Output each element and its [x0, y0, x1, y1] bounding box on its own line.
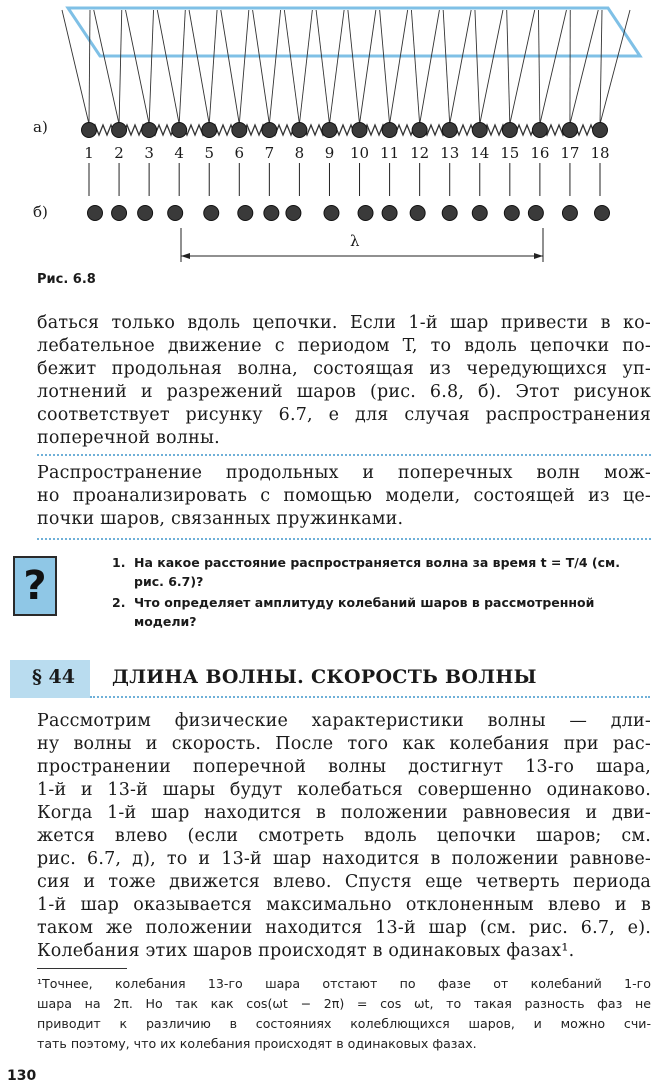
- thread: [348, 10, 360, 124]
- section-underline: [90, 696, 650, 698]
- ball: [322, 123, 337, 138]
- divider: [37, 538, 651, 540]
- ball-number: 4: [174, 144, 184, 162]
- summary-line: Распространение продольных и поперечных волн мож-: [37, 463, 651, 483]
- ball: [238, 206, 253, 221]
- ball-number: 16: [530, 144, 550, 162]
- paragraph-line: лебательное движение с периодом T, то вдоль цепочки по-: [37, 336, 651, 356]
- section-header: [10, 660, 650, 700]
- summary-line: но проанализировать с помощью модели, состоящей из це-: [37, 486, 651, 506]
- ball-number: 12: [410, 144, 430, 162]
- thread: [538, 10, 539, 124]
- figure-drawing: [0, 0, 655, 270]
- paragraph-line: бежит продольная волна, состоящая из чередующихся уп-: [37, 359, 651, 379]
- paragraph-line: жется влево (если смотреть вдоль цепочки шаров; см.: [37, 826, 651, 846]
- summary-paragraph: [37, 462, 651, 531]
- thread: [600, 10, 630, 124]
- thread: [411, 10, 419, 124]
- thread: [420, 10, 440, 124]
- spring: [89, 125, 599, 135]
- ball: [532, 123, 547, 138]
- spring-chain: [89, 125, 599, 135]
- ball: [562, 206, 577, 221]
- ball: [202, 123, 217, 138]
- footnote-line: ¹Точнее, колебания 13-го шара отстают по фазе от колебаний 1-го: [37, 976, 651, 991]
- footnote-rule: [37, 968, 127, 969]
- ball-number: 10: [349, 144, 370, 162]
- paragraph-line: сия и тоже движется влево. Спустя еще четверть периода: [37, 872, 651, 892]
- question-number: 2.: [112, 595, 126, 610]
- ball: [88, 206, 103, 221]
- ball-number: 18: [590, 144, 610, 162]
- ball: [112, 206, 127, 221]
- ball-number: 17: [560, 144, 580, 162]
- footnote-line: тать поэтому, что их колебания происходят в одинаковых фазах.: [37, 1036, 477, 1051]
- thread: [299, 10, 312, 124]
- ball-number: 3: [144, 144, 154, 162]
- thread: [480, 10, 503, 124]
- ball: [562, 123, 577, 138]
- paragraph-line: баться только вдоль цепочки. Если 1-й шар привести в ко-: [37, 313, 651, 333]
- ball-number: 7: [264, 144, 275, 162]
- ball: [168, 206, 183, 221]
- ball: [286, 206, 301, 221]
- ball: [382, 206, 397, 221]
- paragraph-line: пространении поперечной волны достигнут 13-го шара,: [37, 757, 651, 777]
- thread: [380, 10, 390, 124]
- ball: [352, 123, 367, 138]
- paragraph-line: лотнений и разрежений шаров (рис. 6.8, б). Этот рисунок: [37, 382, 651, 402]
- thread: [329, 10, 344, 124]
- ball: [595, 206, 610, 221]
- footnote: [37, 974, 651, 1054]
- label-b: б): [33, 203, 48, 221]
- ball: [472, 123, 487, 138]
- balls-row-b: [88, 206, 610, 221]
- ball: [138, 206, 153, 221]
- ball: [262, 123, 277, 138]
- ball: [593, 123, 608, 138]
- ball: [502, 123, 517, 138]
- paragraph-line: ну волны и скорость. После того как колебания при рас-: [37, 734, 651, 754]
- question-text: На какое расстояние распространяется волна за время t = T/4 (см. рис. 6.7)?: [134, 555, 620, 589]
- suspension-threads: [62, 10, 630, 124]
- thread: [253, 10, 270, 124]
- paragraph-line: поперечной волны.: [37, 428, 220, 448]
- figure-caption: Рис. 6.8: [37, 272, 96, 287]
- question-item: [112, 593, 652, 631]
- footnote-line: приводит к различию в состояниях колеблющихся шаров, и можно счи-: [37, 1016, 651, 1031]
- section-title: ДЛИНА ВОЛНЫ. СКОРОСТЬ ВОЛНЫ: [112, 666, 537, 688]
- thread: [126, 10, 150, 124]
- thread: [390, 10, 408, 124]
- thread: [284, 10, 299, 124]
- paragraph-line: Рассмотрим физические характеристики волны — дли-: [37, 711, 651, 731]
- ball: [204, 206, 219, 221]
- ball-number: 6: [234, 144, 245, 162]
- thread: [450, 10, 471, 124]
- thread: [62, 10, 89, 124]
- paragraph-continued: [37, 312, 651, 450]
- thread: [510, 10, 535, 124]
- question-list: [112, 553, 652, 631]
- ball: [504, 206, 519, 221]
- thread: [600, 10, 602, 124]
- divider: [37, 454, 651, 456]
- ball: [442, 123, 457, 138]
- paragraph-line: Когда 1-й шар находится в положении равновесия и дви-: [37, 803, 651, 823]
- ball: [292, 123, 307, 138]
- thread: [221, 10, 239, 124]
- label-a: а): [33, 118, 48, 136]
- ball: [142, 123, 157, 138]
- question-text: Что определяет амплитуду колебаний шаров в рассмотренной модели?: [134, 595, 595, 629]
- paragraph-line: соответствует рисунку 6.7, е для случая распространения: [37, 405, 651, 425]
- ball-number: 13: [440, 144, 460, 162]
- thread: [239, 10, 249, 124]
- support-frame: [68, 8, 640, 56]
- paragraph-line: таком же положении находится 13-й шар (см. рис. 6.7, е).: [37, 918, 651, 938]
- ball: [442, 206, 457, 221]
- ball-number: 8: [294, 144, 305, 162]
- main-paragraph: [37, 710, 651, 963]
- question-icon: ?: [13, 556, 57, 616]
- ball: [264, 206, 279, 221]
- ball-number: 9: [324, 144, 335, 162]
- thread: [360, 10, 376, 124]
- question-item: [112, 553, 652, 591]
- figure-6-8: [0, 0, 655, 270]
- thread: [443, 10, 450, 124]
- thread: [540, 10, 567, 124]
- ball: [382, 123, 397, 138]
- ball: [472, 206, 487, 221]
- page-number: 130: [7, 1068, 37, 1084]
- ball: [358, 206, 373, 221]
- thread: [316, 10, 329, 124]
- thread: [189, 10, 209, 124]
- thread: [209, 10, 217, 124]
- ball-number: 11: [380, 144, 400, 162]
- ball: [172, 123, 187, 138]
- thread: [157, 10, 179, 124]
- thread: [570, 10, 598, 124]
- lambda-arrow-right: [534, 253, 543, 259]
- ball: [232, 123, 247, 138]
- footnote-line: шара на 2π. Но так как cos(ωt − 2π) = cos ωt, то такая разность фаз не: [37, 996, 651, 1011]
- paragraph-line: рис. 6.7, д), то и 13-й шар находится в положении равнове-: [37, 849, 651, 869]
- ball: [324, 206, 339, 221]
- ball-number: 5: [204, 144, 214, 162]
- ball-number: 15: [500, 144, 520, 162]
- ball-number: 1: [84, 144, 94, 162]
- lambda-arrow-left: [181, 253, 190, 259]
- ball: [82, 123, 97, 138]
- tick-marks: [89, 163, 600, 196]
- paragraph-line: 1-й и 13-й шары будут колебаться совершенно одинаково.: [37, 780, 651, 800]
- ball: [412, 123, 427, 138]
- thread: [89, 10, 90, 124]
- thread: [149, 10, 153, 124]
- ball: [112, 123, 127, 138]
- summary-line: почки шаров, связанных пружинками.: [37, 509, 404, 529]
- ball: [528, 206, 543, 221]
- section-number: § 44: [32, 666, 75, 688]
- thread: [507, 10, 510, 124]
- paragraph-line: Колебания этих шаров происходят в одинаковых фазах¹.: [37, 941, 575, 961]
- question-number: 1.: [112, 555, 126, 570]
- thread: [119, 10, 122, 124]
- ball-number: 14: [470, 144, 490, 162]
- ball-number: 2: [114, 144, 124, 162]
- thread: [269, 10, 280, 124]
- thread: [94, 10, 119, 124]
- paragraph-line: 1-й шар оказывается максимально отклоненным влево и в: [37, 895, 651, 915]
- thread: [179, 10, 185, 124]
- thread: [475, 10, 480, 124]
- ball: [410, 206, 425, 221]
- lambda-label: λ: [350, 232, 360, 250]
